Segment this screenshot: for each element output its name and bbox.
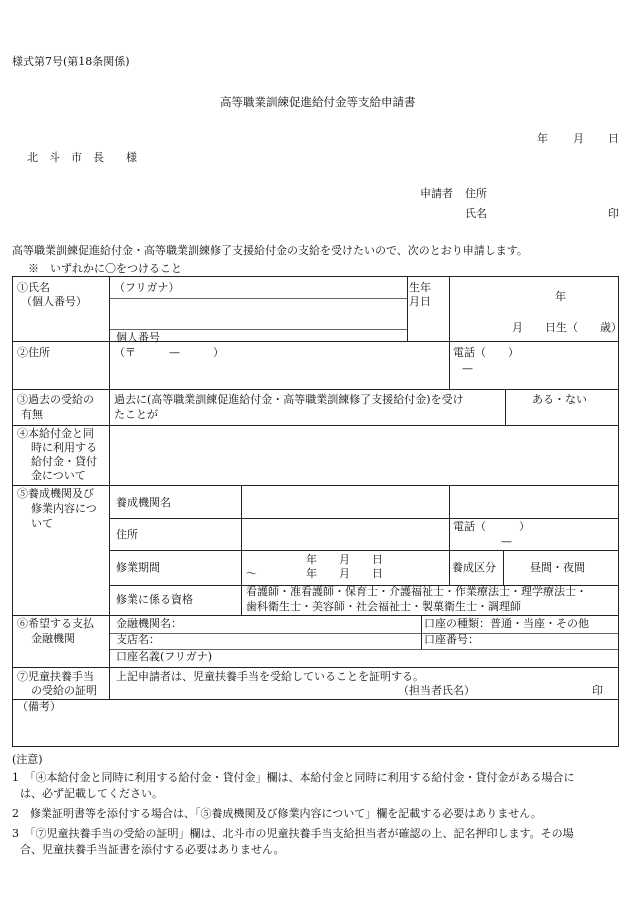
birth-label-1: 生年: [409, 281, 431, 294]
training-label-3: いて: [31, 517, 53, 530]
note-3-line-1: 3 「⑦児童扶養手当の受給の証明」欄は、北斗市の児童扶養手当支給担当者が確認の上、記名押印します。その場: [12, 827, 574, 840]
cert-seal: 印: [592, 684, 603, 697]
qualification-options-2[interactable]: 歯科衛生士・美容師・社会福祉士・製菓衛生士・調理師: [246, 600, 521, 613]
institution-phone-field[interactable]: 電話（ ）: [453, 520, 530, 533]
cert-label-2: の受給の証明: [31, 684, 97, 697]
phone-field[interactable]: 電話（ ）: [453, 346, 519, 359]
birth-label-2: 月日: [409, 295, 431, 308]
concurrent-field[interactable]: [110, 426, 618, 482]
kojin-bango-label: （個人番号）: [21, 295, 87, 308]
notes-title: (注意): [12, 753, 43, 766]
note-3-line-2: 合、児童扶養手当証書を添付する必要はありません。: [20, 843, 285, 856]
phone-dash: —: [462, 362, 473, 375]
period-to-date[interactable]: 年 月 日: [306, 567, 383, 580]
note-2: 2 修業証明書等を添付する場合は、「⑤養成機関及び修業内容について」欄を記載する必要はありません。: [12, 807, 542, 820]
period-from-date[interactable]: 年 月 日: [306, 553, 383, 566]
addressee: 北 斗 市 長 様: [27, 151, 137, 164]
training-label-1: ⑤養成機関及び: [17, 487, 94, 500]
birth-month-day[interactable]: 月 日生（ 歳）: [512, 321, 622, 334]
applicant-seal: 印: [608, 207, 619, 220]
birth-year[interactable]: 年: [555, 290, 566, 303]
bank-label-2: 金融機関: [31, 632, 75, 645]
concurrent-label-2: 時に利用する: [31, 441, 97, 454]
cert-officer-field[interactable]: （担当者氏名）: [398, 684, 475, 697]
kojin-bango-field[interactable]: 個人番号: [116, 331, 160, 344]
date-year: 年: [537, 132, 548, 145]
bank-name-field[interactable]: 金融機関名：: [116, 617, 182, 630]
branch-name-field[interactable]: 支店名：: [116, 633, 160, 646]
remarks-label: （備考）: [17, 700, 61, 713]
past-receipt-text-1: 過去に(高等職業訓練促進給付金・高等職業訓練修了支援給付金)を受け: [114, 393, 464, 406]
training-label-2: 修業内容につ: [31, 502, 97, 515]
institution-address-field[interactable]: [242, 518, 447, 548]
name-label: ①氏名: [17, 281, 50, 294]
cert-text: 上記申請者は、児童扶養手当を受給していることを証明する。: [116, 670, 424, 683]
category-label: 養成区分: [452, 561, 496, 574]
postal-code-field[interactable]: （〒 — ）: [114, 346, 224, 359]
past-receipt-text-2: たことが: [114, 408, 158, 421]
past-receipt-choice[interactable]: ある・ない: [532, 393, 587, 406]
cert-label-1: ⑦児童扶養手当: [17, 670, 94, 683]
applicant-name-label: 氏名: [465, 207, 487, 220]
remarks-field[interactable]: [14, 715, 618, 745]
institution-name-field[interactable]: [242, 486, 618, 516]
qualification-options-1[interactable]: 看護師・准看護師・保育士・介護福祉士・作業療法士・理学療法士・: [246, 585, 587, 598]
note-1-line-1: 1 「④本給付金と同時に利用する給付金・貸付金」欄は、本給付金と同時に利用する給付金・貸付金がある場合に: [12, 771, 575, 784]
concurrent-label-4: 金について: [31, 469, 86, 482]
intro-sentence: 高等職業訓練促進給付金・高等職業訓練修了支援給付金の支給を受けたいので、次のとおり申請します。: [12, 244, 528, 257]
period-tilde: 〜: [246, 567, 257, 580]
applicant-address-label: 住所: [465, 187, 487, 200]
qualification-label: 修業に係る資格: [116, 593, 193, 606]
account-holder-field[interactable]: 口座名義(フリガナ): [116, 650, 213, 663]
note-1-line-2: は、必ず記載してください。: [20, 787, 163, 800]
institution-phone-dash: —: [501, 535, 512, 548]
applicant-label: 申請者: [420, 187, 453, 200]
date-month: 月: [573, 132, 584, 145]
account-type-field[interactable]: 口座の種類：普通・当座・その他: [424, 617, 589, 630]
past-receipt-label-1: ③過去の受給の: [17, 393, 94, 406]
past-receipt-label-2: 有無: [21, 408, 43, 421]
intro-instruction: ※ いずれかに〇をつけること: [28, 262, 182, 275]
bank-label-1: ⑥希望する支払: [17, 617, 94, 630]
address-label: ②住所: [17, 346, 50, 359]
form-title: 高等職業訓練促進給付金等支給申請書: [220, 95, 416, 109]
period-label: 修業期間: [116, 561, 160, 574]
institution-address-label: 住所: [116, 528, 138, 541]
date-day: 日: [608, 132, 619, 145]
concurrent-label-1: ④本給付金と同: [17, 427, 94, 440]
category-choice[interactable]: 昼間・夜間: [530, 561, 585, 574]
form-number: 様式第7号(第18条関係): [12, 55, 130, 68]
furigana-field[interactable]: （フリガナ）: [114, 281, 180, 294]
institution-name-label: 養成機関名: [116, 496, 171, 509]
account-number-field[interactable]: 口座番号：: [424, 633, 479, 646]
concurrent-label-3: 給付金・貸付: [31, 455, 97, 468]
